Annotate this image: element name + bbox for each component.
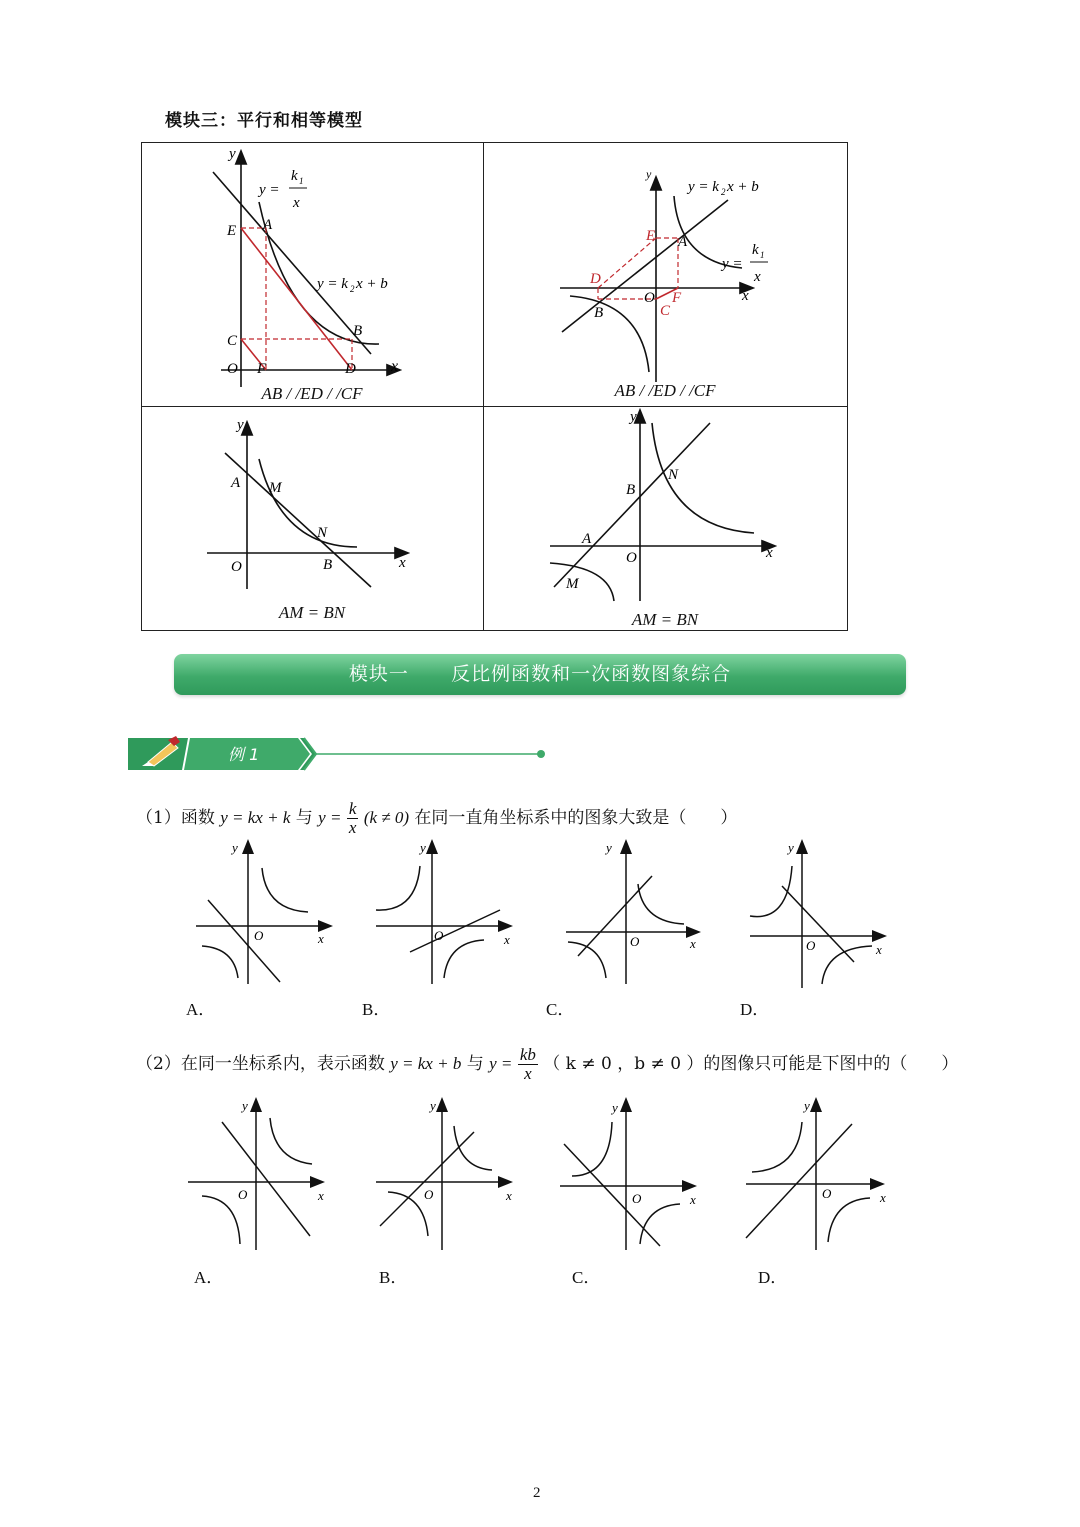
q1a-x: x: [318, 931, 324, 946]
example-label: 例 1: [228, 745, 260, 764]
c2-x: x: [742, 288, 749, 304]
q2-graph-d: [742, 1096, 892, 1252]
q2d-y: y: [804, 1098, 810, 1113]
c2-C: C: [660, 303, 671, 319]
c2-hyper-sub: 1: [760, 250, 765, 260]
q1-option-d[interactable]: D．: [740, 1000, 770, 1019]
q1-graph-d: [748, 838, 898, 988]
module-banner: [174, 654, 906, 695]
c1-hyper-num: k: [291, 168, 298, 184]
caption-cell-3: AM = BN: [278, 603, 346, 622]
q2a-x: x: [318, 1188, 324, 1203]
c3-N: N: [317, 525, 328, 541]
page-number: 2: [533, 1485, 541, 1501]
c2-hyper-den: x: [754, 269, 761, 285]
c2-y: y: [646, 167, 652, 181]
c3-M: M: [269, 480, 282, 496]
c4-x: x: [766, 545, 773, 561]
q1-option-c[interactable]: C．: [546, 1000, 575, 1019]
caption-cell-1: AB / /ED / /CF: [261, 384, 363, 403]
q1b-y: y: [420, 840, 426, 855]
q2a-y: y: [242, 1098, 248, 1113]
q1-graph-b: [374, 838, 524, 988]
q2c-y: y: [612, 1100, 618, 1115]
c1-line-eq: y = k: [317, 276, 348, 292]
q2-option-a[interactable]: A．: [194, 1268, 224, 1287]
q2b-O: O: [424, 1187, 434, 1202]
c2-F: F: [672, 290, 682, 306]
q1d-x: x: [876, 942, 882, 957]
q1d-O: O: [806, 938, 816, 953]
q2-graph-b: [374, 1096, 524, 1252]
c4-A: A: [582, 531, 592, 547]
q1c-y: y: [606, 840, 612, 855]
c1-hyper-y: y =: [259, 182, 280, 198]
c3-A: A: [231, 475, 241, 491]
c1-O: O: [227, 361, 238, 377]
c1-hyper-sub: 1: [299, 176, 304, 186]
q2-option-d[interactable]: D．: [758, 1268, 788, 1287]
q2b-y: y: [430, 1098, 436, 1113]
q1c-x: x: [690, 936, 696, 951]
c1-y: y: [229, 146, 236, 162]
figure-cell-2: [484, 142, 848, 406]
c2-line-rest: x + b: [727, 179, 759, 195]
q1b-O: O: [434, 928, 444, 943]
c2-line-eq: y = k: [688, 179, 719, 195]
c3-O: O: [231, 559, 242, 575]
c3-x: x: [399, 555, 406, 571]
c2-hyper-y: y =: [722, 256, 743, 272]
c4-N: N: [668, 467, 679, 483]
figure-cell-3: [141, 407, 483, 631]
c1-line-sub: 2: [350, 284, 355, 294]
c2-line-sub: 2: [721, 187, 726, 197]
q2d-x: x: [880, 1190, 886, 1205]
q1c-O: O: [630, 934, 640, 949]
c2-A: A: [678, 234, 688, 250]
example-tab: [128, 734, 548, 774]
c1-E: E: [227, 223, 237, 239]
c2-B: B: [594, 305, 604, 321]
q2c-x: x: [690, 1192, 696, 1207]
q2d-O: O: [822, 1186, 832, 1201]
c1-A: A: [263, 217, 273, 233]
caption-cell-4: AM = BN: [631, 610, 699, 629]
q1-option-b[interactable]: B．: [362, 1000, 391, 1019]
c1-B: B: [353, 323, 363, 339]
c3-y: y: [237, 417, 244, 433]
q1-graph-a: [190, 838, 340, 988]
caption-cell-2: AB / /ED / /CF: [614, 381, 716, 400]
c4-B: B: [626, 482, 636, 498]
figure-cell-1: [141, 142, 483, 406]
q1-text: （1）函数 y = kx + k 与 y = $\frac{k}{x}$ (k ≠ 0) 在同一直角坐标系中的图象大致是（ ）: [136, 799, 738, 837]
c3-B: B: [323, 557, 333, 573]
c2-O: O: [644, 290, 655, 306]
q2-text: （2）在同一坐标系内，表示函数 y = kx + b 与 y = $\frac{kb}{x}$ （ k ≠ 0 ，b ≠ 0 ）的图像只可能是下图中的（ ）: [136, 1045, 959, 1083]
q2-graph-a: [186, 1096, 336, 1252]
c4-y: y: [630, 409, 637, 425]
banner-title: 反比例函数和一次函数图象综合: [451, 663, 732, 685]
figure-cell-4: [484, 407, 848, 631]
c1-hyper-den: x: [293, 195, 300, 211]
q2b-x: x: [506, 1188, 512, 1203]
c1-line-rest: x + b: [356, 276, 388, 292]
q1a-O: O: [254, 928, 264, 943]
q2a-O: O: [238, 1187, 248, 1202]
q1-graph-c: [562, 838, 712, 988]
c4-O: O: [626, 550, 637, 566]
c1-C: C: [227, 333, 238, 349]
q1-option-a[interactable]: A．: [186, 1000, 216, 1019]
q1b-x: x: [504, 932, 510, 947]
q1d-y: y: [788, 840, 794, 855]
q2-option-b[interactable]: B．: [379, 1268, 408, 1287]
c2-E: E: [646, 228, 656, 244]
c1-F: F: [257, 361, 267, 377]
c2-D: D: [590, 271, 601, 287]
q2c-O: O: [632, 1191, 642, 1206]
c4-M: M: [566, 576, 579, 592]
q1a-y: y: [232, 840, 238, 855]
c2-hyper-num: k: [752, 242, 759, 258]
c1-D: D: [345, 361, 356, 377]
q2-option-c[interactable]: C．: [572, 1268, 601, 1287]
banner-module: 模块一: [348, 663, 409, 685]
q2-graph-c: [556, 1096, 706, 1252]
c1-x: x: [391, 358, 399, 375]
section-heading: 模块三：平行和相等模型: [165, 111, 363, 131]
